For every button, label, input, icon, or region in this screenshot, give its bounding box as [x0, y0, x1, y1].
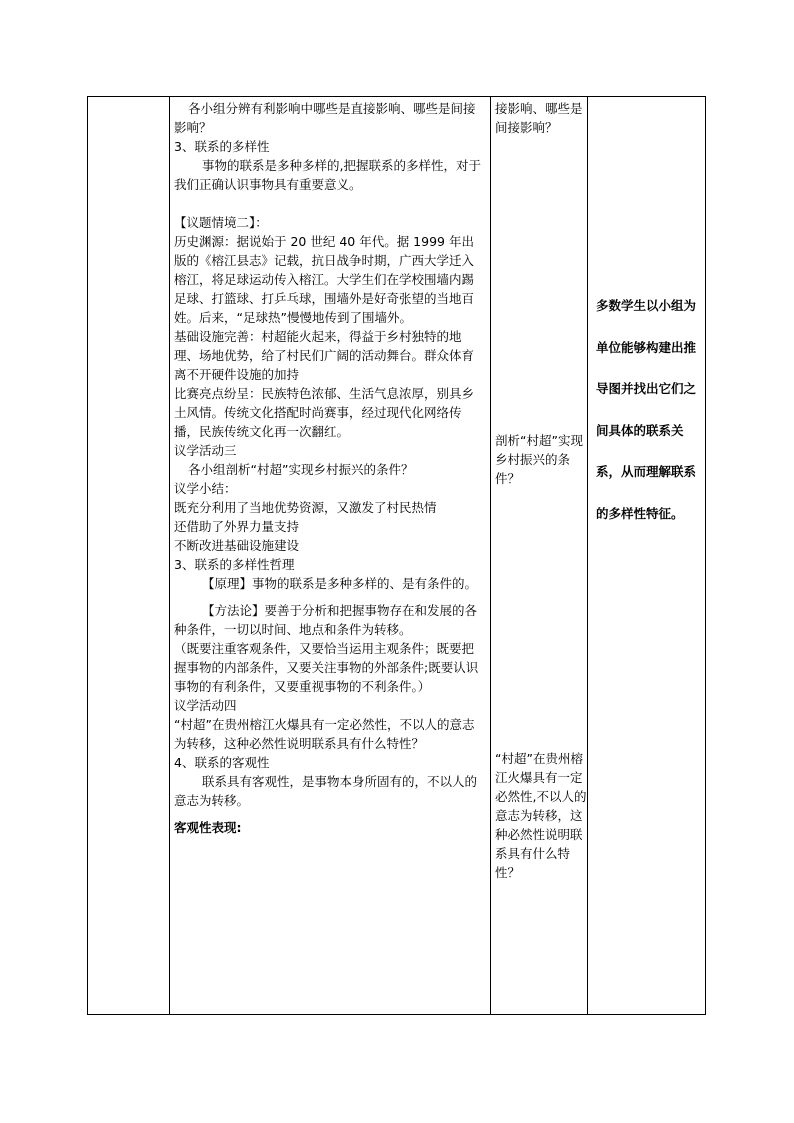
side-question: 接影响、哪些是间接影响？ [495, 101, 583, 135]
activity-question: 各小组分辨有利影响中哪些是直接影响、哪些是间接影响？ [174, 101, 476, 135]
question-cell [491, 97, 587, 1014]
bold-label: 客观性表现: [174, 820, 242, 835]
paragraph: 联系具有客观性，是事物本身所固有的，不以人的意志为转移。 [174, 774, 478, 808]
summary-line: 不断改进基础设施建设 [174, 538, 300, 553]
paragraph: （既要注重客观条件，又要恰当运用主观条件；既要把握事物的内部条件，又要关注事物的外部条件;既要认识事物的有利条件，又要重视事物的不利条件。） [174, 641, 479, 694]
activity-question: 各小组剖析“村超”实现乡村振兴的条件？ [188, 462, 414, 477]
summary-heading: 议学小结： [174, 481, 237, 496]
section-heading: 3、联系的多样性 [174, 139, 270, 154]
methodology-paragraph: 【方法论】要善于分析和把握事物存在和发展的各种条件，一切以时间、地点和条件为转移。 [174, 603, 478, 637]
lesson-table [87, 96, 706, 1015]
section-heading: 3、联系的多样性哲理 [174, 557, 295, 572]
side-question: “村超”在贵州榕江火爆具有一定必然性,不以人的意志为转移，这种必然性说明联系具有什么特性？ [495, 751, 587, 880]
paragraph: 基础设施完善：村超能火起来，得益于乡村独特的地理、场地优势，给了村民们广阔的活动舞台。群众体育离不开硬件设施的加持 [174, 329, 475, 382]
summary-line: 既充分利用了当地优势资源，又激发了村民热情 [174, 500, 437, 515]
evaluation-cell [588, 97, 706, 1014]
scenario-heading: 【议题情境二】： [174, 215, 268, 230]
side-question: 剖析“村超”实现乡村振兴的条件？ [495, 433, 583, 486]
paragraph: 历史渊源：据说始于 20 世纪 40 年代。据 1999 年出版的《榕江县志》记载，抗日战争时期，广西大学迁入榕江，将足球运动传入榕江。大学生们在学校围墙内踢足球、打篮球、打乒乓球，围墙外是好奇张望的当地百姓。后来，“足球热”慢慢地传到了围墙外。 [174, 234, 475, 325]
blank-cell [88, 97, 169, 1014]
summary-line: 还借助了外界力量支持 [174, 519, 300, 534]
paragraph: 比赛亮点纷呈：民族特色浓郁、生活气息浓厚，别具乡土风情。传统文化搭配时尚赛事，经过现代化网络传播，民族传统文化再一次翻红。 [174, 386, 475, 439]
activity-heading: 议学活动四 [174, 698, 237, 713]
activity-heading: 议学活动三 [174, 443, 237, 458]
paragraph: 事物的联系是多种多样的,把握联系的多样性，对于我们正确认识事物具有重要意义。 [174, 158, 481, 192]
principle-paragraph: 【原理】事物的联系是多种多样的、是有条件的。 [202, 576, 478, 591]
evaluation-text: 多数学生以小组为单位能够构建出推导图并找出它们之间具体的联系关系，从而理解联系的多样性特征。 [596, 298, 697, 521]
content-cell [170, 97, 490, 1014]
section-heading: 4、联系的客观性 [174, 755, 270, 770]
activity-question: “村超”在贵州榕江火爆具有一定必然性，不以人的意志为转移，这种必然性说明联系具有什么特性？ [174, 717, 475, 751]
